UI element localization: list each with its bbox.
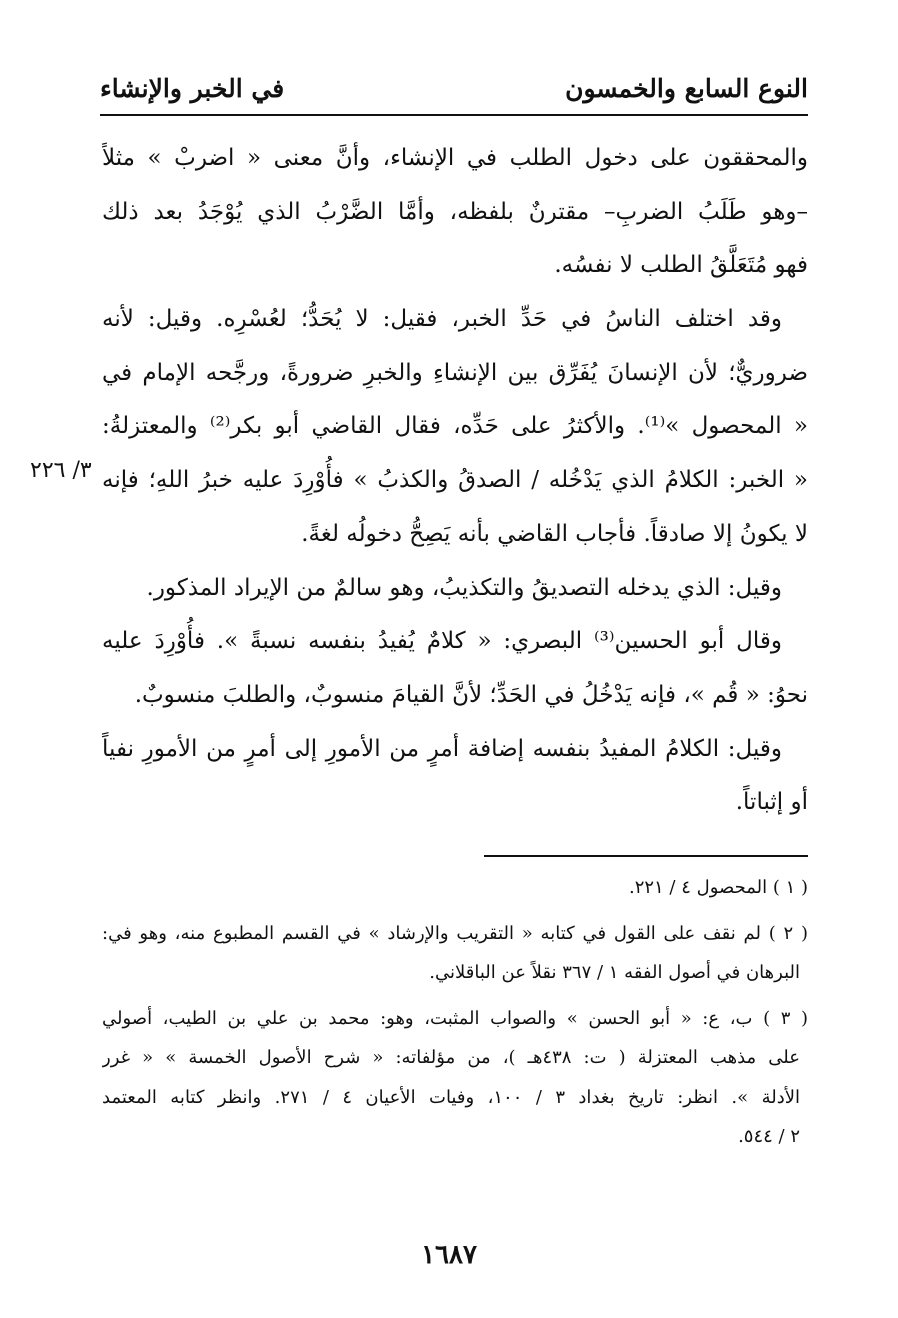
footnotes bbox=[102, 868, 808, 1157]
footnote-line: البرهان في أصول الفقه ١ / ٣٦٧ نقلاً عن الباقلاني. bbox=[429, 962, 800, 983]
text-line: وقيل: الذي يدخله التصديقُ والتكذيبُ، وهو سالمٌ من الإيراد المذكور. bbox=[146, 574, 782, 601]
text-line: وقال أبو الحسين⁽³⁾ البصري: « كلامٌ يُفيدُ بنفسه نسبةً ». فأُوْرِدَ عليه bbox=[102, 628, 782, 655]
page-number: ١٦٨٧ bbox=[421, 1240, 477, 1270]
footnote-separator bbox=[484, 855, 808, 857]
text-line: « الخبر: الكلامُ الذي يَدْخُله / الصدقُ والكذبُ » فأُوْرِدَ عليه خبرُ اللهِ؛ فإنه bbox=[102, 467, 808, 494]
text-line: لا يكونُ إلا صادقاً. فأجاب القاضي بأنه يَصِحُّ دخولُه لغةً. bbox=[301, 520, 808, 547]
text-line: –وهو طَلَبُ الضربِ– مقترنٌ بلفظه، وأمَّا الضَّرْبُ الذي يُوْجَدُ بعد ذلك bbox=[102, 198, 808, 225]
text-line: أو إثباتاً. bbox=[735, 789, 808, 816]
main-text bbox=[102, 132, 808, 830]
footnote-line: على مذهب المعتزلة ( ت: ٤٣٨هـ )، من مؤلفاته: « شرح الأصول الخمسة » « غرر bbox=[102, 1047, 800, 1068]
section-title: في الخبر والإنشاء bbox=[100, 74, 285, 103]
text-line: ضروريٌّ؛ لأن الإنسانَ يُفَرِّق بين الإنشاءِ والخبرِ ضرورةً، ورجَّحه الإمام في bbox=[102, 359, 808, 386]
text-line: والمحققون على دخول الطلب في الإنشاء، وأنَّ معنى « اضربْ » مثلاً bbox=[102, 145, 808, 171]
text-line: وقيل: الكلامُ المفيدُ بنفسه إضافة أمرٍ من الأمورِ إلى أمرٍ من الأمورِ نفياً bbox=[102, 735, 782, 762]
text-line: وقد اختلف الناسُ في حَدِّ الخبر، فقيل: لا يُحَدُّ؛ لعُسْرِه. وقيل: لأنه bbox=[102, 306, 782, 333]
text-line: « المحصول »⁽¹⁾. والأكثرُ على حَدِّه، فقال القاضي أبو بكر⁽²⁾ والمعتزلةُ: bbox=[102, 413, 808, 440]
header-rule bbox=[100, 114, 808, 116]
chapter-title: النوع السابع والخمسون bbox=[565, 74, 808, 103]
running-header bbox=[100, 74, 808, 110]
footnote-line: ( ١ ) المحصول ٤ / ٢٢١. bbox=[628, 877, 808, 898]
footnote-line: ( ٣ ) ب، ع: « أبو الحسن » والصواب المثبت، وهو: محمد بن علي بن الطيب، أصولي bbox=[102, 1007, 808, 1029]
text-line: نحوُ: « قُم »، فإنه يَدْخُلُ في الحَدِّ؛ لأنَّ القيامَ منسوبٌ، والطلبَ منسوبٌ. bbox=[134, 681, 808, 708]
footnote-line: ( ٢ ) لم نقف على القول في كتابه « التقريب والإرشاد » في القسم المطبوع منه، وهو في: bbox=[102, 922, 808, 944]
text-line: فهو مُتَعَلَّقُ الطلب لا نفسُه. bbox=[554, 252, 808, 279]
margin-page-reference: ٣/ ٢٢٦ bbox=[30, 458, 92, 483]
footnote-line: الأدلة ». انظر: تاريخ بغداد ٣ / ١٠٠، وفيات الأعيان ٤ / ٢٧١. وانظر كتابه المعتمد bbox=[102, 1086, 801, 1108]
footnote-line: ٢ / ٥٤٤. bbox=[738, 1126, 800, 1147]
